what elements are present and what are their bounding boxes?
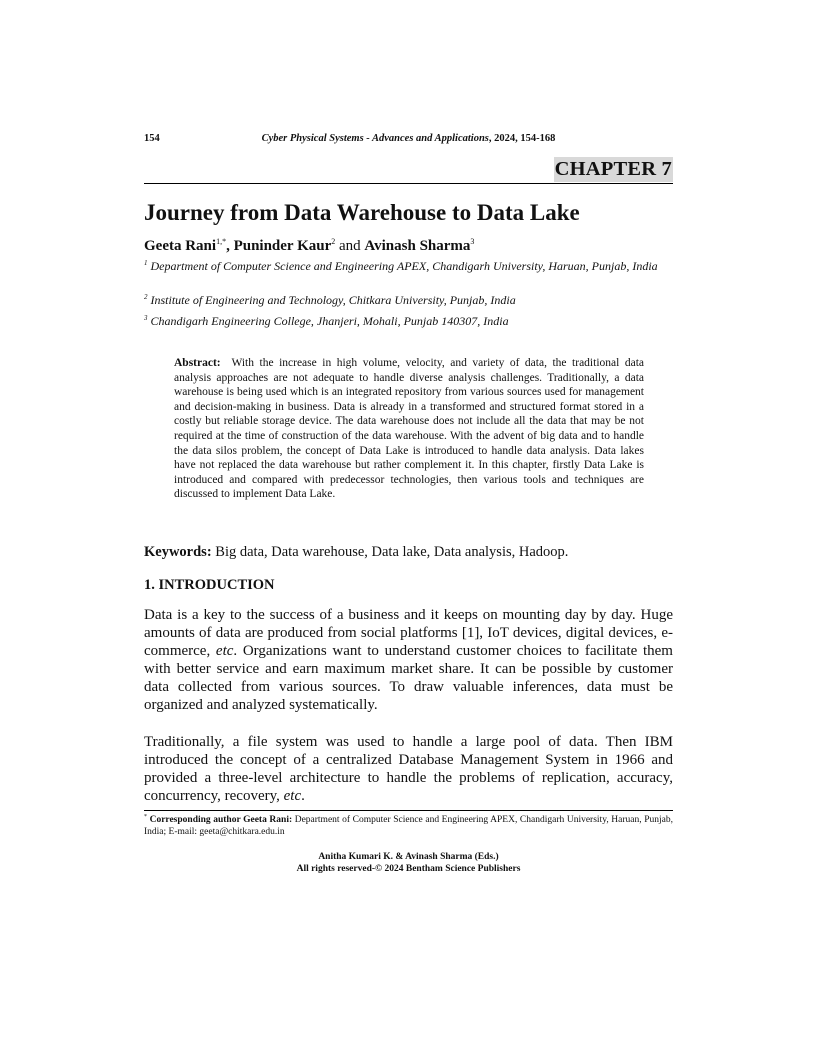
page-number: 154 bbox=[144, 133, 160, 144]
author-1-affil: 1,* bbox=[216, 237, 227, 246]
footnote-divider bbox=[144, 810, 673, 811]
section-heading: 1. INTRODUCTION bbox=[144, 577, 275, 593]
author-separator-2: and bbox=[335, 238, 365, 254]
chapter-banner bbox=[144, 157, 673, 184]
paragraph-1-text-a: Data is a key to the success of a business and it keeps on mounting day by day. Huge amounts of data are produced from social platforms [1], IoT devices, digital devices, e-commerce, bbox=[144, 607, 673, 659]
paragraph-1-italic: etc bbox=[215, 643, 234, 659]
paragraph-2 bbox=[144, 733, 673, 805]
copyright-line: All rights reserved-© 2024 Bentham Science Publishers bbox=[296, 864, 521, 874]
paragraph-1-text-b: . Organizations want to understand customer choices to facilitate them with better service and earn maximum market share. It can be possible by customer data collected from various sources. To draw valuable inferences, data must be organized and analyzed systematically. bbox=[144, 643, 673, 713]
author-line bbox=[144, 237, 673, 255]
footnote bbox=[144, 814, 673, 838]
affiliation-1 bbox=[144, 259, 673, 274]
affiliation-2 bbox=[144, 293, 673, 308]
running-header bbox=[144, 133, 673, 147]
keywords-text: Big data, Data warehouse, Data lake, Data analysis, Hadoop. bbox=[211, 544, 569, 560]
footnote-mark: * bbox=[144, 813, 147, 820]
paragraph-2-text-a: Traditionally, a file system was used to handle a large pool of data. Then IBM introduced the concept of a centralized Database Management System in 1966 and provided a three-level architecture to handle the problems of replication, accuracy, concurrency, recovery, bbox=[144, 734, 673, 804]
author-separator-1: , bbox=[226, 238, 234, 254]
paragraph-2-text-b: . bbox=[301, 788, 305, 804]
affiliation-1-text: Department of Computer Science and Engineering APEX, Chandigarh University, Haruan, Punjab, India bbox=[147, 259, 658, 273]
keywords-label: Keywords: bbox=[144, 544, 212, 560]
abstract-label: Abstract: bbox=[174, 357, 221, 369]
paragraph-2-italic: etc bbox=[283, 788, 302, 804]
editors-line: Anitha Kumari K. & Avinash Sharma (Eds.) bbox=[318, 852, 499, 862]
author-3: Avinash Sharma bbox=[364, 238, 471, 254]
journal-year-pages: , 2024, 154-168 bbox=[488, 133, 556, 144]
keywords bbox=[144, 543, 673, 561]
affiliation-2-text: Institute of Engineering and Technology, Chitkara University, Punjab, India bbox=[147, 293, 516, 307]
journal-name: Cyber Physical Systems - Advances and Applications bbox=[261, 133, 489, 144]
chapter-title: Journey from Data Warehouse to Data Lake bbox=[144, 200, 580, 225]
abstract-text: With the increase in high volume, velocity, and variety of data, the traditional data analysis approaches are not adequate to handle diverse analysis challenges. Traditionally, a data warehouse is being used which is an integrated repository from various sources used for management and decision-making in business. Data is already in a transformed and structured format stored in a costly but reliable storage device. The data warehouse does not include all the data that may be not required at the time of construction of the data warehouse. With the advent of big data and to handle the data silos problem, the concept of Data Lake is introduced to handle data analysis. Data lakes have not replaced the data warehouse but rather complement it. In this chapter, firstly Data Lake is introduced and compared with predecessor technologies, then various tools and techniques are discussed to implement Data Lake. bbox=[174, 357, 647, 501]
author-2: Puninder Kaur bbox=[233, 238, 332, 254]
footnote-label: Corresponding author Geeta Rani: bbox=[147, 815, 293, 825]
affiliation-3-text: Chandigarh Engineering College, Jhanjeri, Mohali, Punjab 140307, India bbox=[147, 314, 509, 328]
editors-block bbox=[144, 851, 673, 875]
affiliation-1-mark: 1 bbox=[144, 259, 148, 267]
author-2-affil: 2 bbox=[331, 237, 336, 246]
footnote-text: Department of Computer Science and Engineering APEX, Chandigarh University, Haruan, Punjab, India; E-mail: geeta@chitkara.edu.in bbox=[144, 815, 673, 837]
abstract bbox=[174, 356, 647, 502]
affiliation-2-mark: 2 bbox=[144, 293, 148, 301]
journal-citation bbox=[144, 133, 673, 144]
affiliation-3 bbox=[144, 314, 673, 329]
author-3-affil: 3 bbox=[470, 237, 475, 246]
author-1: Geeta Rani bbox=[144, 238, 217, 254]
affiliation-3-mark: 3 bbox=[144, 314, 148, 322]
chapter-label: CHAPTER 7 bbox=[554, 158, 672, 180]
paragraph-1 bbox=[144, 606, 673, 714]
